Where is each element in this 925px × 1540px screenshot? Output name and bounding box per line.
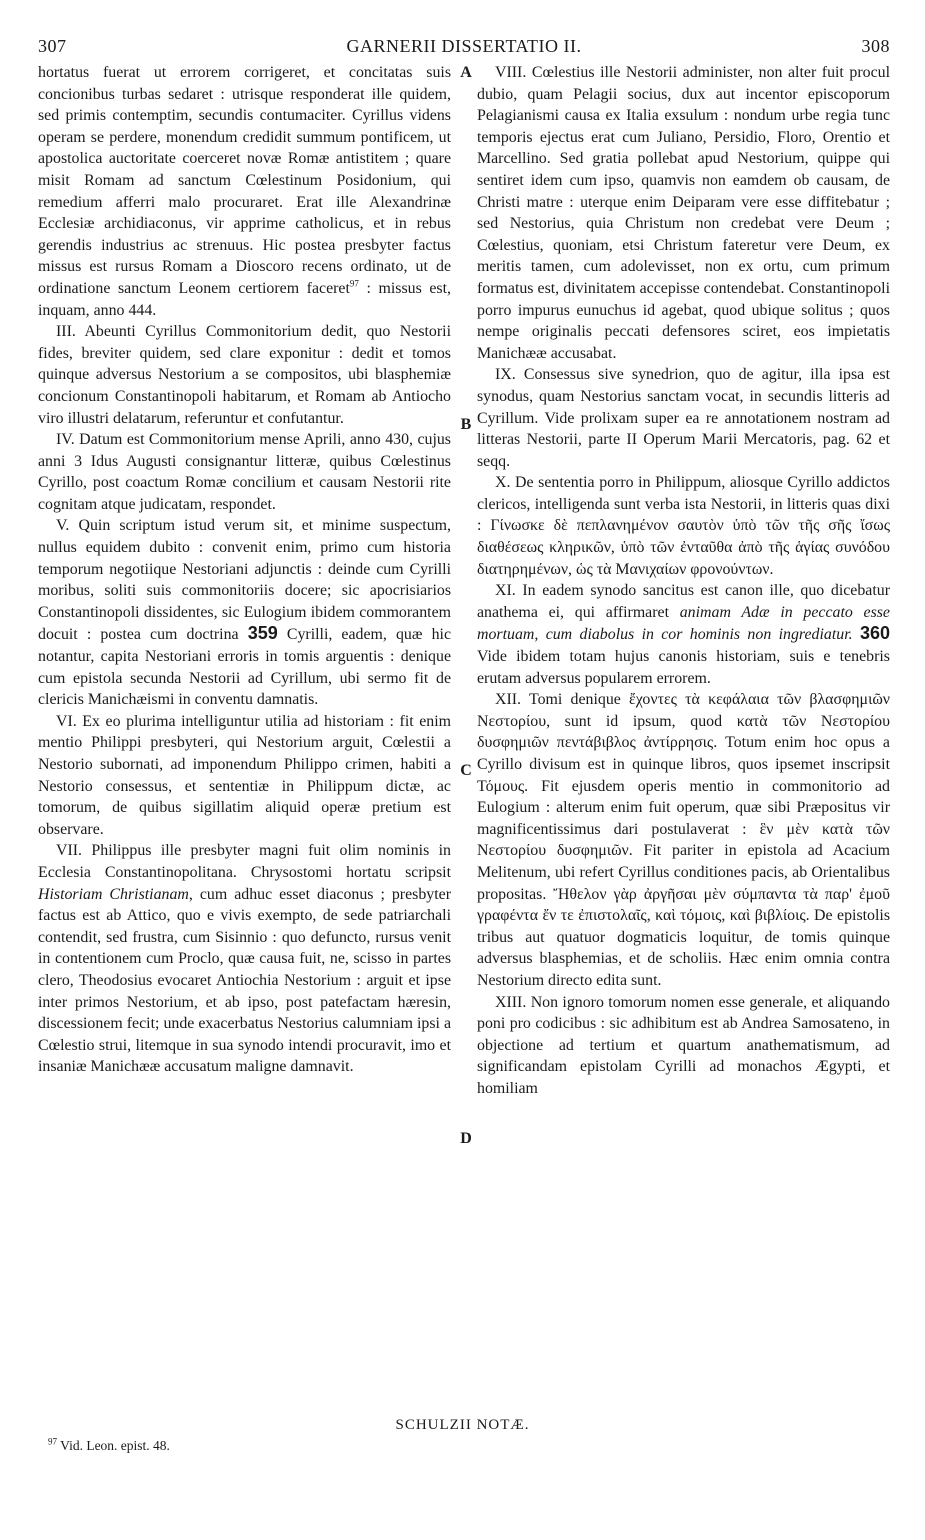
book-title: Historiam Christianam: [38, 885, 189, 903]
footnote-ref: 97: [349, 278, 359, 289]
paragraph-ix: IX. Consessus sive synedrion, quo de agitur, illa ipsa est synodus, quam Nestorius sanctam vocat, in secundis litteris ad Cyrillum. Vide prolixam super ea re annotationem nostram ad litteras Nestorii, parte II Operum Marii Mercatoris, pag. 62 et seqq.: [477, 366, 890, 470]
margin-letter-c: C: [460, 762, 472, 779]
page-marker: 359: [247, 623, 278, 644]
paragraph-continued: hortatus fuerat ut errorem corrigeret, et concitatas suis concionibus turbas sedaret : utrisque responderat ille quidem, sed primis contemptim, secundis contumaciter. Cyrillus videns operam se perdere, monendum credidit summum pontificem, ut apostolica auctoritate coerceret novæ Romæ antistitem ; quare misit Romam ad sanctum Cœlestinum Posidonium, qui remedium afferri malo procuraret. Erat ille Alexandrinæ Ecclesiæ archidiaconus, vir apprime catholicus, et in rebus gerendis industrius ac strenuus. Hic postea presbyter factus missus est rursus Romam a Dioscoro recens ordinato, ut de ordinatione sanctum Leonem certiorem faceret$^{97}$ : missus est, inquam, anno 444.: [38, 64, 452, 319]
paragraph-iii: III. Abeunti Cyrillus Commonitorium dedit, quo Nestorii fides, breviter quidem, sed clare exponitur : dedit et tomos quinque adversus Nestorium a se compositos, ubi blasphemiæ concionum Constantinopoli habitarum, et Romam ab Antiocho viro illustri delatarum, referuntur et confutantur.: [38, 323, 451, 427]
notes-heading: SCHULZII NOTÆ.: [395, 1417, 530, 1433]
running-title: GARNERII DISSERTATIO II.: [346, 36, 582, 56]
paragraph-xi: XI. In eadem synodo sancitus est canon ille, quo dicebatur anathema ei, qui affirmaret animam Adæ in peccato esse mortuam, cum diabolus in cor hominis non ingrediatur. 360 Vide ibidem totam hujus canonis historiam, suis e tenebris erutam adversus popularem errorem.: [477, 582, 890, 687]
paragraph-xii: XII. Tomi denique ἔχοντες τὰ κεφάλαια τῶν βλασφημιῶν Νεστορίου, sunt id ipsum, quod κατὰ τῶν Νεστορίου δυσφημιῶν πεντάβιβλος ἀντίρρησις. Totum enim hoc opus a Cyrillo divisum est in quinque libros, quos ipsemet inscripsit Τόμους. Fit ejusdem operis mentio in commonitorio ad Eulogium : alterum enim fuit operum, quæ sibi Præpositus vir magnificentissimus dari postulaverat : ἓν μὲν κατὰ τῶν Νεστορίου δυσφημιῶν. Fit pariter in epistola ad Acacium Melitenum, ubi refert Cyrillus conditiones pacis, ab Orientalibus propositas. Ἤθελον γὰρ ἀργῆσαι μὲν σύμπαντα τὰ παρ' ἐμοῦ γραφέντα ἔν τε ἐπιστολαῖς, καὶ τόμοις, καὶ βιβλίοις. De epistolis tribus aut quatuor dogmaticis loquitur, de tomis quinque adversus blasphemias, et de scholiis. Hæc enim omnia contra Nestorium directo edita sunt.: [477, 691, 890, 989]
left-column: [38, 62, 451, 1078]
paragraph-v: V. Quin scriptum istud verum sit, et minime suspectum, nullus equidem dubito : convenit enim, primo cum historia temporum negotiique Nestoriani adjunctis : deinde cum Cyrilli moribus, soliti suis commonitoriis docere; sic apocrisiarios Constantinopoli dissidentes, sic Eulogium ibidem commorantem docuit : postea cum doctrina 359 Cyrilli, eadem, quæ hic notantur, capita Nestoriani erroris in tomis arguentis : denique cum epistola secunda Nestorii ad Cyrillum, ubi sermo fit de clericis Manichæismi in conventu damnatis.: [38, 517, 451, 709]
page-number-left: 307: [38, 36, 67, 56]
margin-letter-b: B: [460, 416, 472, 433]
page-number-right: 308: [861, 36, 890, 56]
margin-letter-a: A: [460, 64, 472, 81]
paragraph-vii: VII. Philippus ille presbyter magni fuit olim nominis in Ecclesia Constantinopolitana. Chrysostomi hortatu scripsit Historiam Christianam, cum adhuc esset diaconus ; presbyter factus est ab Attico, quo e vivis exempto, de sede patriarchali contendit, sed frustra, cum Sisinnio : quo defuncto, rursus venit in contentionem cum Proclo, quæ causa fuit, ne, scisso in partes clero, Theodosius evocaret Antiochia Nestorium : arguit et ipse inter primos Nestorium, et ab ipso, post patefactam hæresin, discessionem fecit; unde exacerbatus Nestorius calumniam ipsi a Cœlestio strui, litemque in sua synodo intendi procuravit, imo et insaniæ Manichææ accusatum maligne damnavit.: [38, 842, 451, 1076]
canon-quote: animam Adæ in peccato esse mortuam, cum diabolus in cor hominis non ingrediatur.: [477, 603, 890, 644]
paragraph-x: X. De sententia porro in Philippum, aliosque Cyrillo addictos clericos, intelligenda sunt verba ista Nestorii, in litteris quas dixi : Γίνωσκε δὲ πεπλανημένον σαυτὸν ὑπὸ τῶν τῆς σῆς ἴσως διαθέσεως κληρικῶν, ὑπὸ τῶν ἐνταῦθα ἀπὸ τῆς ἁγίας συνόδου διατηρημένων, ὡς τὰ Μανιχαίων φρονούντων.: [477, 474, 890, 578]
margin-letter-d: D: [460, 1130, 472, 1147]
paragraph-iv: IV. Datum est Commonitorium mense Aprili, anno 430, cujus anni 3 Idus Augusti consignantur litteræ, quibus Cœlestinus Cyrillo, post coactum Romæ concilium et causam Nestorii rite cognitam atque judicatam, respondet.: [38, 431, 451, 513]
right-column: [477, 62, 890, 1100]
paragraph-xiii: XIII. Non ignoro tomorum nomen esse generale, et aliquando poni pro codicibus : sic adhibitum est ab Andrea Samosateno, in objectione ad tertium et quartum anathematismum, ad significandam epistolam Cyrilli ad monachos Ægypti, et homiliam: [477, 993, 890, 1097]
page-marker: 360: [859, 623, 890, 644]
footnote: $^{97}$ Vid. Leon. epist. 48.: [48, 1436, 170, 1453]
paragraph-viii: VIII. Cœlestius ille Nestorii administer, non alter fuit procul dubio, quam Pelagii socius, dux aut incentor episcoporum Pelagianismi causa ex Italia exsulum : nondum urbe regia tunc temporis ejectus erat cum Juliano, Persidio, Floro, Orentio et Marcellino. Sed gratia pollebat apud Nestorium, quippe qui sentiret idem cum ipso, quamvis non eamdem ob causam, de Christi matre : uterque enim Deiparam vere esse diffitebatur ; sed Nestorius, quia Christum non credebat vere Deum ; Cœlestius, quoniam, etsi Christum fateretur vere Deum, ex meritis tamen, cum adolevisset, non ex ortu, cum primum formatus est, divinitatem accepisse contendebat. Constantinopoli porro impurus eunuchus id agebat, quod ubique solitus ; quos nempe originalis peccati defensores sciret, eos impietatis Manichææ accusabat.: [477, 64, 890, 362]
running-header: [38, 36, 890, 58]
footnote-mark: 97: [48, 1436, 57, 1447]
paragraph-vi: VI. Ex eo plurima intelliguntur utilia ad historiam : fit enim mentio Philippi presbyteri, qui Nestorium arguit, Cœlestii a Nestorio subornati, ad imponendum Philippo crimen, habiti a Nestorio consessus, et sententiæ in Philippum dictæ, ac tomorum, de quibus sigillatim aliquid operæ pretium est observare.: [38, 712, 451, 838]
